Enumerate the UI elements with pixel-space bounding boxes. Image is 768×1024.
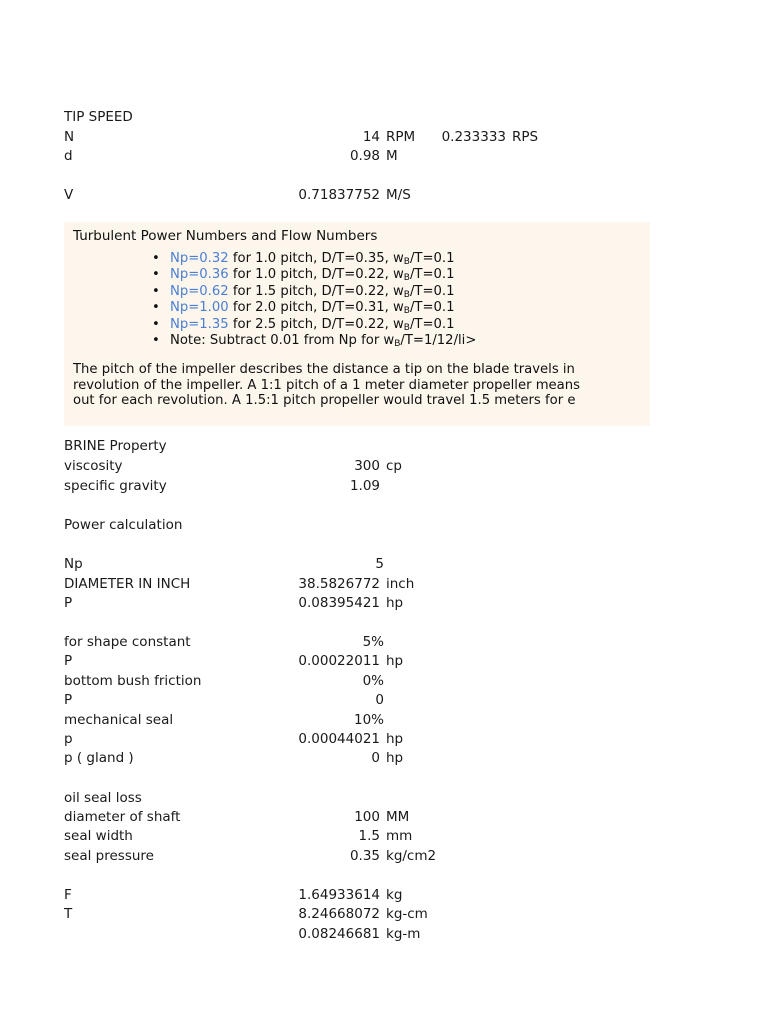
p1-label: P [64,595,73,611]
row-v [64,186,664,205]
row-viscosity [64,457,664,476]
t-label: T [64,906,73,922]
pressure-unit: kg/cm2 [386,848,437,864]
bullet-icon: • [152,267,160,283]
f-value: 1.64933614 [298,887,380,903]
d-value: 0.98 [349,148,380,164]
sg-value: 1.09 [349,478,380,494]
width-label: seal width [64,828,133,844]
row-mechanical-seal [64,711,664,730]
bullet-icon: • [152,251,160,266]
p3-label: P [64,692,73,708]
item-sub: B [403,306,410,317]
bullet-icon: • [152,332,160,348]
t2-unit: kg-m [386,926,421,942]
rps-value: 0.233333 [441,129,506,145]
p2-label: P [64,653,73,669]
p1-unit: hp [386,595,404,611]
width-value: 1.5 [358,828,380,844]
diameter-unit: inch [386,576,415,592]
pitch-line-3: out for each revolution. A 1.5:1 pitch propeller would travel 1.5 meters for e [73,393,576,408]
v-unit: M/S [386,187,411,203]
p3-value: 0 [375,692,384,708]
bush-label: bottom bush friction [64,673,202,689]
panel-title: Turbulent Power Numbers and Flow Numbers [73,228,378,244]
item-text-end: /T=0.1 [409,267,455,283]
row-shape-constant [64,633,664,652]
bullet-icon: • [152,283,160,299]
row-p4 [64,730,664,749]
item-text-end: /T=0.1 [409,251,455,266]
row-n [64,128,664,147]
np-value: Np=0.36 [170,267,229,283]
list-item [152,284,476,300]
item-sub: B [403,273,410,284]
row-oil-seal-title [64,789,664,808]
p4-unit: hp [386,731,404,747]
row-t [64,905,664,924]
row-diameter-inch [64,575,664,594]
list-item [152,317,476,333]
brine-title: BRINE Property [64,438,167,454]
shape-value: 5% [362,634,384,650]
np-value: Np=0.62 [170,283,229,299]
bush-value: 0% [362,673,384,689]
list-item-note [152,333,476,349]
row-power-title [64,516,664,535]
row-seal-pressure [64,847,664,866]
f-unit: kg [386,887,403,903]
np-value: Np=1.00 [170,300,229,316]
note-text: Note: Subtract 0.01 from Np for w [170,332,395,348]
bullet-icon: • [152,300,160,316]
np-value: Np=0.32 [170,251,229,266]
gland-unit: hp [386,750,404,766]
item-text: for 2.5 pitch, D/T=0.22, w [232,316,404,332]
row-p1 [64,594,664,613]
item-text-end: /T=0.1 [409,316,455,332]
v-value: 0.71837752 [298,187,380,203]
row-tip-speed [64,108,664,127]
p4-label: p [64,731,73,747]
t-value: 8.24668072 [298,906,380,922]
d-label: d [64,148,73,164]
gland-label: p ( gland ) [64,750,134,766]
pressure-value: 0.35 [349,848,380,864]
np-value: Np=1.35 [170,316,229,332]
item-text: for 2.0 pitch, D/T=0.31, w [232,300,404,316]
pitch-line-1: The pitch of the impeller describes the distance a tip on the blade travels in [73,362,575,377]
mech-value: 10% [353,712,384,728]
np-label: Np [64,556,83,572]
viscosity-value: 300 [354,458,380,474]
oil-seal-title: oil seal loss [64,790,142,806]
row-p2 [64,652,664,671]
n-value: 14 [362,129,380,145]
f-label: F [64,887,72,903]
item-text: for 1.0 pitch, D/T=0.22, w [232,267,404,283]
row-gland [64,749,664,768]
power-numbers-reference-panel [64,222,650,426]
power-number-list [152,251,476,349]
n-label: N [64,129,75,145]
rps-unit: RPS [512,129,539,145]
diameter-value: 38.5826772 [298,576,380,592]
item-text: for 1.5 pitch, D/T=0.22, w [232,283,404,299]
item-sub: B [403,322,410,333]
row-brine-title [64,437,664,456]
list-item [152,300,476,316]
row-bush-friction [64,672,664,691]
np-number: 5 [375,556,384,572]
item-text-end: /T=0.1 [409,283,455,299]
shape-label: for shape constant [64,634,191,650]
row-t2 [64,925,664,944]
diameter-label: DIAMETER IN INCH [64,576,191,592]
width-unit: mm [386,828,413,844]
pressure-label: seal pressure [64,848,154,864]
row-seal-width [64,827,664,846]
row-d [64,147,664,166]
p2-unit: hp [386,653,404,669]
note-sub: B [394,338,401,349]
sg-label: specific gravity [64,478,167,494]
viscosity-unit: cp [386,458,402,474]
item-sub: B [403,257,410,267]
shaft-value: 100 [354,809,380,825]
n-unit: RPM [386,129,416,145]
item-sub: B [403,289,410,300]
shaft-label: diameter of shaft [64,809,181,825]
viscosity-label: viscosity [64,458,123,474]
p1-value: 0.08395421 [298,595,380,611]
note-text-end: /T=1/12/li> [400,332,477,348]
item-text: for 1.0 pitch, D/T=0.35, w [232,251,404,266]
p2-value: 0.00022011 [298,653,380,669]
t-unit: kg-cm [386,906,428,922]
mech-label: mechanical seal [64,712,174,728]
v-label: V [64,187,74,203]
power-title: Power calculation [64,517,183,533]
row-specific-gravity [64,477,664,496]
row-np [64,555,664,574]
d-unit: M [386,148,398,164]
item-text-end: /T=0.1 [409,300,455,316]
gland-value: 0 [371,750,380,766]
row-p3 [64,691,664,710]
pitch-description [73,362,650,409]
list-item [152,267,476,283]
tip-speed-title: TIP SPEED [64,109,133,125]
list-item [152,251,476,267]
t2-value: 0.08246681 [298,926,380,942]
bullet-icon: • [152,316,160,332]
pitch-line-2: revolution of the impeller. A 1:1 pitch of a 1 meter diameter propeller means [73,377,580,393]
shaft-unit: MM [386,809,410,825]
row-f [64,886,664,905]
row-shaft-diameter [64,808,664,827]
p4-value: 0.00044021 [298,731,380,747]
